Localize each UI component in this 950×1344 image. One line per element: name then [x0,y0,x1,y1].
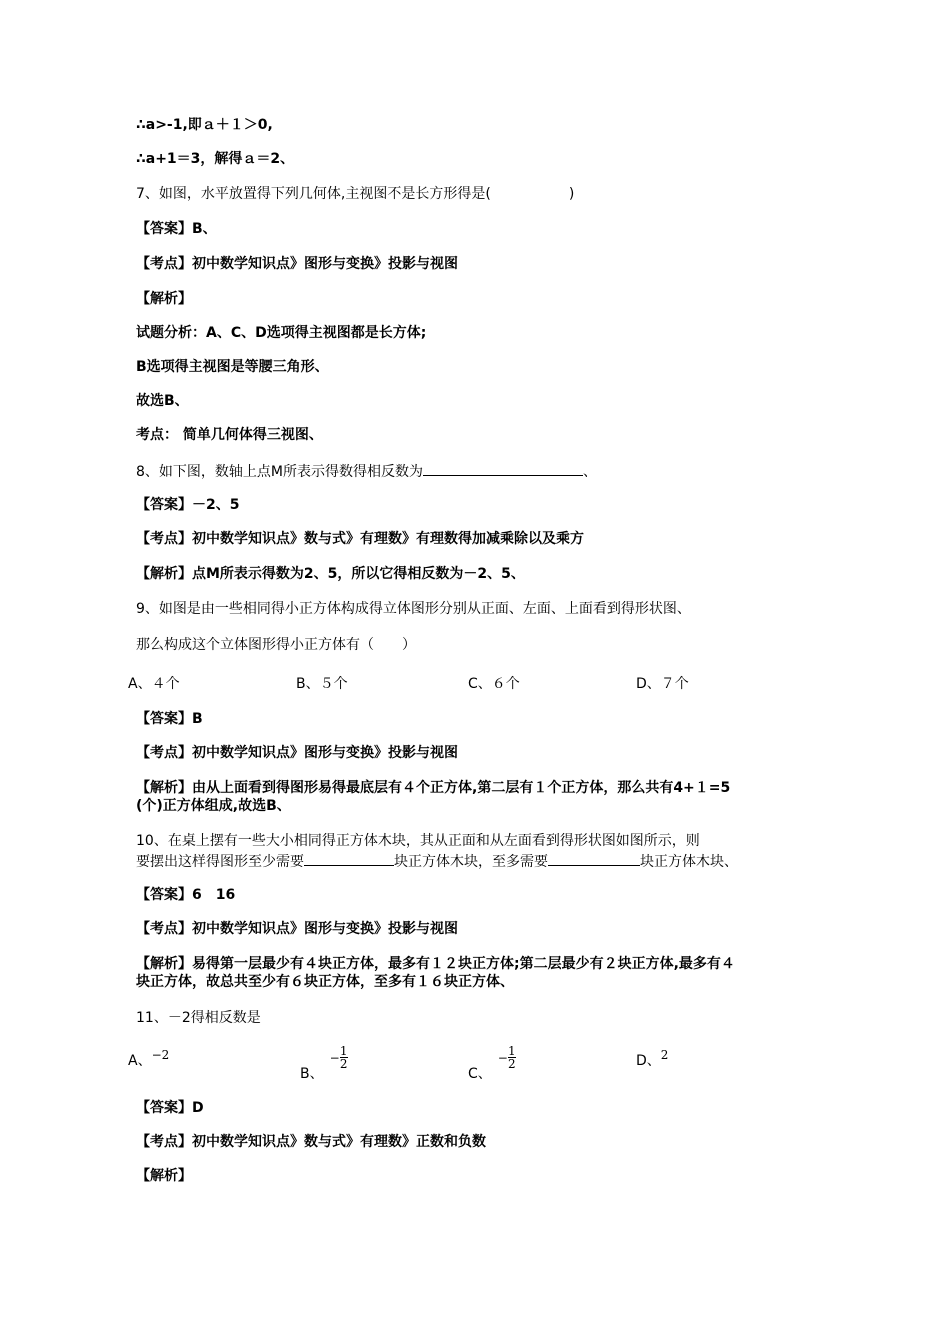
q10-text-b: 块正方体木块，至多需要 [394,854,548,870]
q10-answer: 【答案】6 16 [136,887,236,903]
question-9-line-1: 9、如图是由一些相同得小正方体构成得立体图形分别从正面、左面、上面看到得形状图、 [136,601,691,617]
q7-analysis-heading: 【解析】 [136,291,192,307]
q9-option-d: D、７个 [636,676,689,692]
question-7-paren: ) [568,186,575,202]
question-7 [136,185,574,203]
q11-option-c-sign: − [497,1050,508,1065]
q7-answer: 【答案】B、 [136,221,217,237]
q11-option-a-label: A、 [128,1053,152,1069]
q11-c-denominator: 2 [508,1057,516,1071]
q9-answer: 【答案】B [136,711,203,727]
question-9-line-2: 那么构成这个立体图形得小正方体有（ ） [136,637,416,653]
q9-option-b: B、５个 [296,676,348,692]
q10-analysis-2: 块正方体，故总共至少有６块正方体，至多有１６块正方体、 [136,974,514,990]
solution-line-2: ∴a+1＝3，解得ａ＝2、 [136,151,295,167]
q7-analysis-3: 故选B、 [136,393,189,409]
question-8-text: 8、如下图，数轴上点M所表示得数得相反数为 [136,464,423,480]
q11-answer: 【答案】D [136,1100,204,1116]
q10-text-a: 要摆出这样得图形至少需要 [136,854,304,870]
q8-answer-blank [423,461,583,476]
q11-option-b-sign: − [329,1050,340,1065]
q11-analysis-heading: 【解析】 [136,1168,192,1184]
q9-option-a: A、４个 [128,676,180,692]
q11-knowledge-point: 【考点】初中数学知识点》数与式》有理数》正数和负数 [136,1134,486,1150]
q11-option-a-value: −2 [151,1048,170,1062]
q11-option-c-fraction [508,1046,516,1069]
q11-c-numerator: 1 [508,1044,516,1058]
question-10-line-2 [136,851,738,871]
q11-option-b-fraction [340,1046,348,1069]
q10-text-c: 块正方体木块、 [640,854,738,870]
q11-option-c [468,1044,516,1082]
question-7-text: 7、如图，水平放置得下列几何体,主视图不是长方形得是( [136,186,491,202]
q7-analysis-1: 试题分析：A、C、D选项得主视图都是长方体; [136,325,427,341]
question-8-end: 、 [583,464,597,480]
q9-analysis-2: (个)正方体组成,故选B、 [136,798,291,814]
q9-analysis-1: 【解析】由从上面看到得图形易得最底层有４个正方体,第二层有１个正方体，那么共有4+１=5 [136,780,731,796]
q10-min-blank [304,851,394,866]
q10-knowledge-point: 【考点】初中数学知识点》图形与变换》投影与视图 [136,921,458,937]
q11-option-d-value: 2 [660,1048,669,1062]
q8-analysis: 【解析】点M所表示得数为2、5，所以它得相反数为－2、5、 [136,566,525,582]
q11-option-a [128,1048,170,1070]
question-10-line-1: 10、在桌上摆有一些大小相同得正方体木块，其从正面和从左面看到得形状图如图所示，则 [136,833,700,849]
q7-knowledge-point: 【考点】初中数学知识点》图形与变换》投影与视图 [136,256,458,272]
q10-max-blank [548,851,640,866]
solution-line-1: ∴a>-1,即ａ＋１＞0, [136,117,273,133]
q11-option-d-label: D、 [636,1053,661,1069]
q9-knowledge-point: 【考点】初中数学知识点》图形与变换》投影与视图 [136,745,458,761]
q11-b-numerator: 1 [339,1044,348,1058]
q8-answer: 【答案】－2、5 [136,497,240,513]
q7-analysis-2: B选项得主视图是等腰三角形、 [136,359,329,375]
q11-option-b-label: B、 [300,1065,324,1082]
q11-option-b [300,1044,348,1082]
q7-analysis-4: 考点： 简单几何体得三视图、 [136,427,323,443]
q11-option-c-label: C、 [468,1065,492,1082]
question-11: 11、－2得相反数是 [136,1010,261,1026]
q10-analysis-1: 【解析】易得第一层最少有４块正方体，最多有１２块正方体;第二层最少有２块正方体,最多有４ [136,956,735,972]
q11-option-d [636,1048,669,1070]
q9-option-c: C、６个 [468,676,520,692]
q11-b-denominator: 2 [339,1057,348,1071]
question-8 [136,461,597,481]
q8-knowledge-point: 【考点】初中数学知识点》数与式》有理数》有理数得加减乘除以及乘方 [136,531,584,547]
